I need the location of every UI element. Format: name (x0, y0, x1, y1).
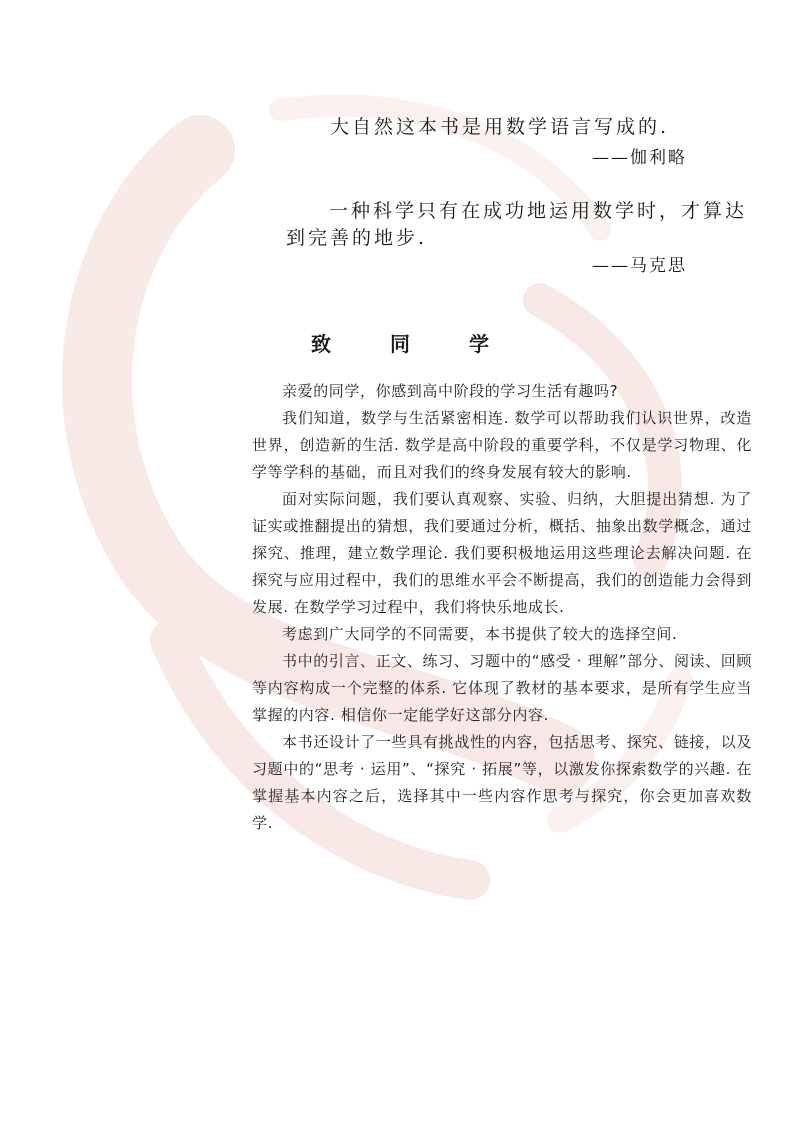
paragraph-5: 书中的引言、正文、练习、习题中的“感受 · 理解”部分、阅读、回顾等内容构成一个完整的体系. 它体现了教材的基本要求，是所有学生应当掌握的内容. 相信你一定能学好这部分内容. (252, 652, 752, 724)
page-title: 致 同 学 (311, 332, 515, 356)
paragraph-6: 本书还设计了一些具有挑战性的内容，包括思考、探究、链接，以及习题中的“思考 · 运用”、“探究 · 拓展”等，以激发你探索数学的兴趣. 在掌握基本内容之后，选择其中一些内容作思考与探究，你会更加喜欢数学. (252, 733, 752, 832)
quote-2-line-1: 一种科学只有在成功地运用数学时，才算达 (329, 200, 748, 222)
paragraph-4: 考虑到广大同学的不同需要，本书提供了较大的选择空间. (282, 625, 678, 643)
paragraph-1: 亲爱的同学，你感到高中阶段的学习生活有趣吗? (282, 382, 619, 400)
quote-2-author: ——马克思 (592, 256, 687, 276)
paragraph-3: 面对实际问题，我们要认真观察、实验、归纳，大胆提出猜想. 为了证实或推翻提出的猜想，我们要通过分析，概括、抽象出数学概念，通过探究、推理，建立数学理论. 我们要积极地运用这些理论去解决问题. 在探究与应用过程中，我们的思维水平会不断提高，我们的创造能力会得到发展. 在数学学习过程中，我们将快乐地成长. (252, 490, 752, 616)
quote-2-line-2: 到完善的地步. (286, 227, 428, 249)
paragraph-2: 我们知道，数学与生活紧密相连. 数学可以帮助我们认识世界，改造世界，创造新的生活. 数学是高中阶段的重要学科，不仅是学习物理、化学等学科的基础，而且对我们的终身发展有较大的影响. (252, 409, 752, 481)
intro-body (252, 378, 752, 837)
quote-1-line-1: 大自然这本书是用数学语言写成的. (330, 116, 670, 138)
quote-1-author: ——伽利略 (592, 148, 687, 168)
